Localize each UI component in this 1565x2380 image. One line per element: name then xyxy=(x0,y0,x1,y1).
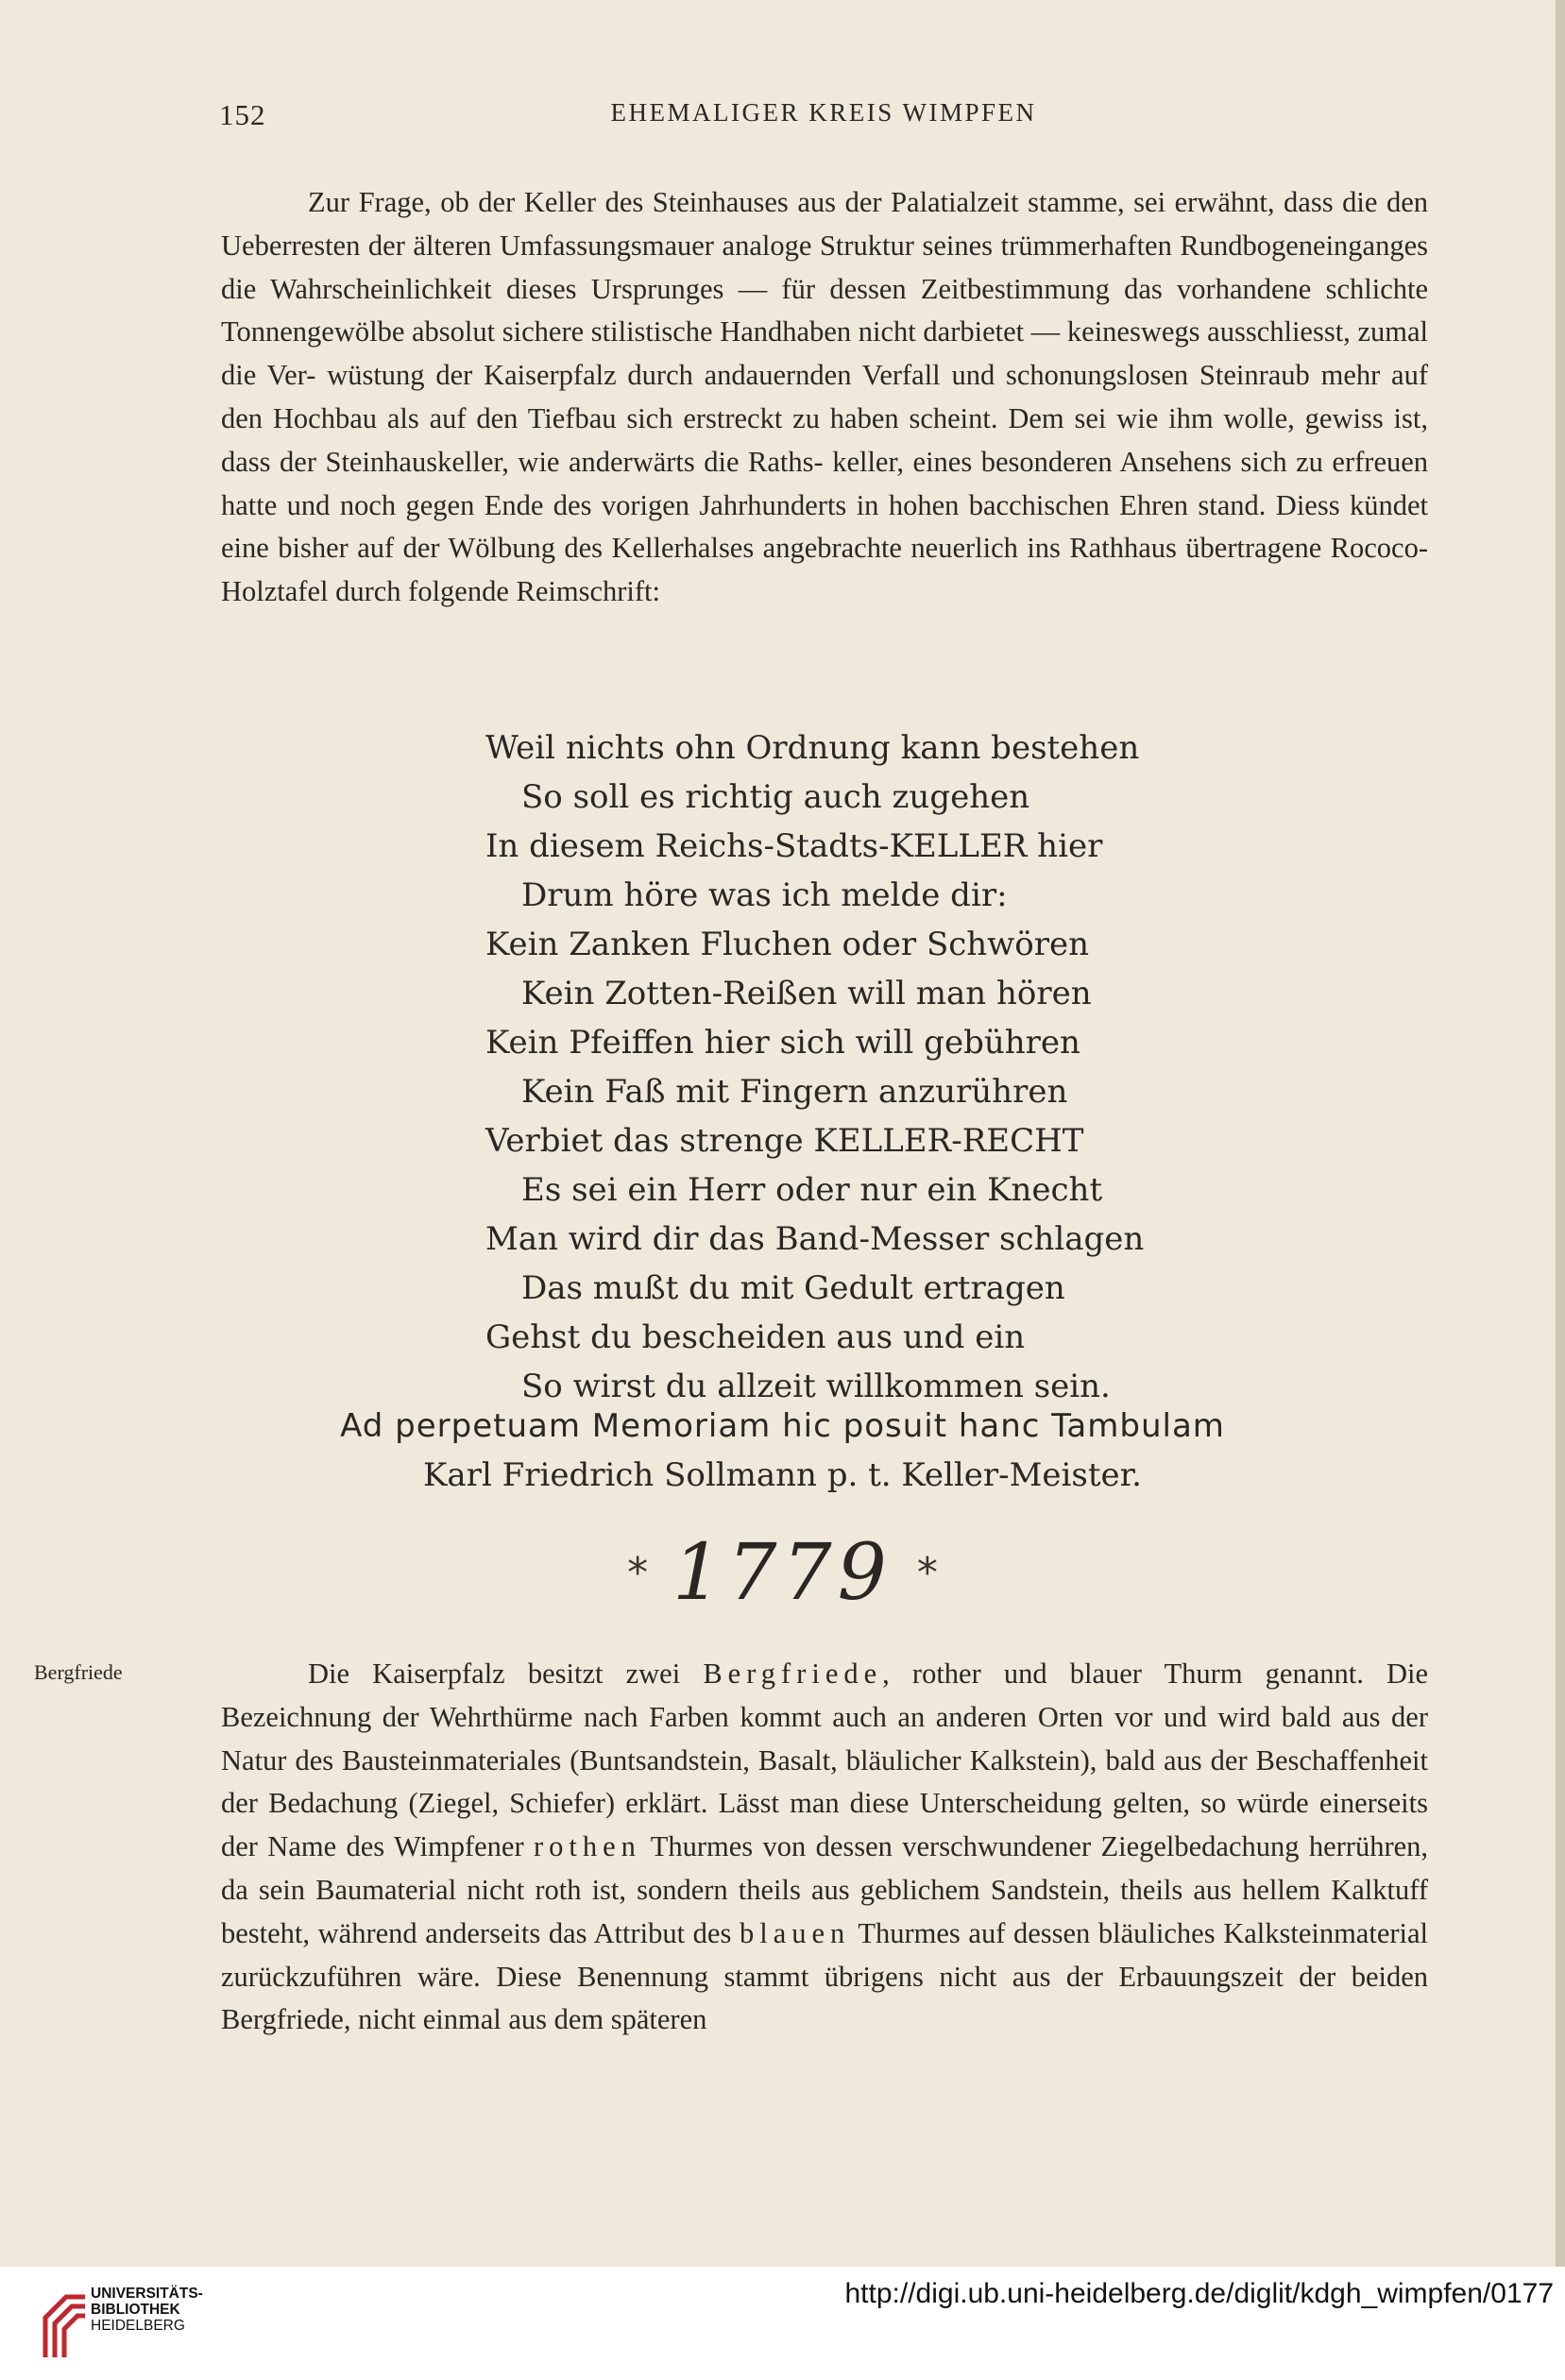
page-header xyxy=(219,98,1428,136)
library-logo-icon xyxy=(38,2280,91,2365)
poem-line: Kein Zotten-Reißen will man hören xyxy=(521,975,1092,1012)
poem-line: Man wird dir das Band-Messer schlagen xyxy=(485,1220,1145,1258)
text-line: sei wie ihm wolle, gewiss ist, dass der Steinhauskeller, wie anderwärts die Raths- xyxy=(221,401,1428,478)
poem-line: Gehst du bescheiden aus und ein xyxy=(485,1318,1026,1356)
poem-line: Das mußt du mit Gedult ertragen xyxy=(521,1269,1065,1307)
poem-line: Verbiet das strenge KELLER-RECHT xyxy=(485,1122,1084,1160)
text-line: seines trümmerhaften Rundbogeneinganges die Wahrscheinlichkeit dieses Ursprunges xyxy=(221,229,1428,305)
poem-line: Kein Faß mit Fingern anzurühren xyxy=(521,1073,1068,1111)
poem-line: Kein Pfeiffen hier sich will gebühren xyxy=(485,1024,1080,1062)
poem-line: Weil nichts ohn Ordnung kann bestehen xyxy=(485,729,1140,767)
page-edge-shadow xyxy=(1556,0,1565,2267)
year-digits: 1779 xyxy=(672,1528,893,1618)
text-line: Zur Frage, ob der Keller des Steinhauses aus der Palatialzeit stamme, sei xyxy=(308,186,1166,218)
digitization-footer xyxy=(0,2267,1565,2380)
library-name: UNIVERSITÄTS- BIBLIOTHEK HEIDELBERG xyxy=(91,2286,203,2334)
paragraph-bergfriede xyxy=(221,1653,1428,2042)
poem-line: Drum höre was ich melde dir: xyxy=(521,876,1008,914)
latin-dedication: Ad perpetuam Memoriam hic posuit hanc Tambulam xyxy=(340,1407,1225,1445)
text-line: erwähnt, dass die den Ueberresten der älteren Umfassungsmauer analoge Struktur xyxy=(221,186,1429,262)
text-line: wüstung der Kaiserpfalz durch andauernden Verfall und schonungslosen Steinraub xyxy=(327,359,1310,392)
text-line: keller, eines besonderen Ansehens sich zu erfreuen hatte und noch gegen Ende des xyxy=(221,445,1429,521)
text-run: Die Kaiserpfalz besitzt zwei xyxy=(308,1658,681,1690)
paragraph-cellar-history xyxy=(221,181,1428,614)
asterisk-ornament: * xyxy=(916,1549,938,1597)
poem-line: Es sei ein Herr oder nur ein Knecht xyxy=(521,1171,1103,1209)
poem-line: So wirst du allzeit willkommen sein. xyxy=(521,1368,1111,1405)
text-line: auf der Wölbung des Kellerhalses angebrachte neuerlich ins Rathhaus übertragene xyxy=(357,532,1322,565)
running-title: EHEMALIGER KREIS WIMPFEN xyxy=(610,98,1037,127)
text-run: Thurmes auf dessen bläuliches Kalksteinmaterial zurückzuführen wäre. Diese Benennung stammt übrigens nicht aus der Erbauungszeit der beiden Bergfriede, nicht einmal aus dem späteren xyxy=(221,1916,1428,2036)
asterisk-ornament: * xyxy=(627,1549,649,1597)
inscription-signature: Karl Friedrich Sollmann p. t. Keller-Meister. xyxy=(423,1456,1142,1494)
source-url-link[interactable]: http://digi.ub.uni-heidelberg.de/diglit/kdgh_wimpfen/0177 xyxy=(844,2278,1554,2309)
spaced-term: Bergfriede xyxy=(703,1658,883,1690)
spaced-term: rothen xyxy=(533,1830,641,1863)
text-line: mehr auf den Hochbau als auf den Tiefbau sich erstreckt zu haben scheint. Dem xyxy=(221,359,1429,434)
page-number: 152 xyxy=(219,98,266,131)
inscription-year xyxy=(0,1528,1565,1618)
text-line: — für dessen Zeitbestimmung das vorhandene schlichte Tonnengewölbe absolut sichere xyxy=(221,272,1429,348)
poem-line: In diesem Reichs-Stadts-KELLER hier xyxy=(485,827,1103,865)
text-line: Rococo-Holztafel durch folgende Reimschrift: xyxy=(221,532,1428,608)
text-line: stilistische Handhaben nicht darbietet — keineswegs ausschliesst, zumal die Ver- xyxy=(221,315,1428,392)
poem-line: Kein Zanken Fluchen oder Schwören xyxy=(485,926,1090,963)
margin-note: Bergfriede xyxy=(34,1660,123,1684)
spaced-term: blauen xyxy=(739,1916,851,1949)
poem-line: So soll es richtig auch zugehen xyxy=(521,778,1030,816)
text-line: vorigen Jahrhunderts in hohen bacchischen Ehren stand. Diess kündet eine bisher xyxy=(221,488,1428,565)
text-run: Thurmes von dessen verschwundener Ziegelbedachung herrühren, da sein Baumaterial nicht roth ist, sondern theils aus geblichem Sandstein, theils aus hellem Kalktuff besteht, während anderseits das Attribut des xyxy=(221,1830,1429,1949)
text-run: , rother und blauer Thurm genannt. Die Bezeichnung der Wehrthürme nach Farben kommt auch an anderen Orten vor und wird bald aus der Natur des Bausteinmateriales (Buntsandstein, Basalt, bläulicher Kalkstein), bald aus der Beschaffenheit der Bedachung (Ziegel, Schiefer) erklärt. Lässt man diese Unterscheidung gelten, so würde einerseits der Name des Wimpfener xyxy=(221,1658,1429,1863)
